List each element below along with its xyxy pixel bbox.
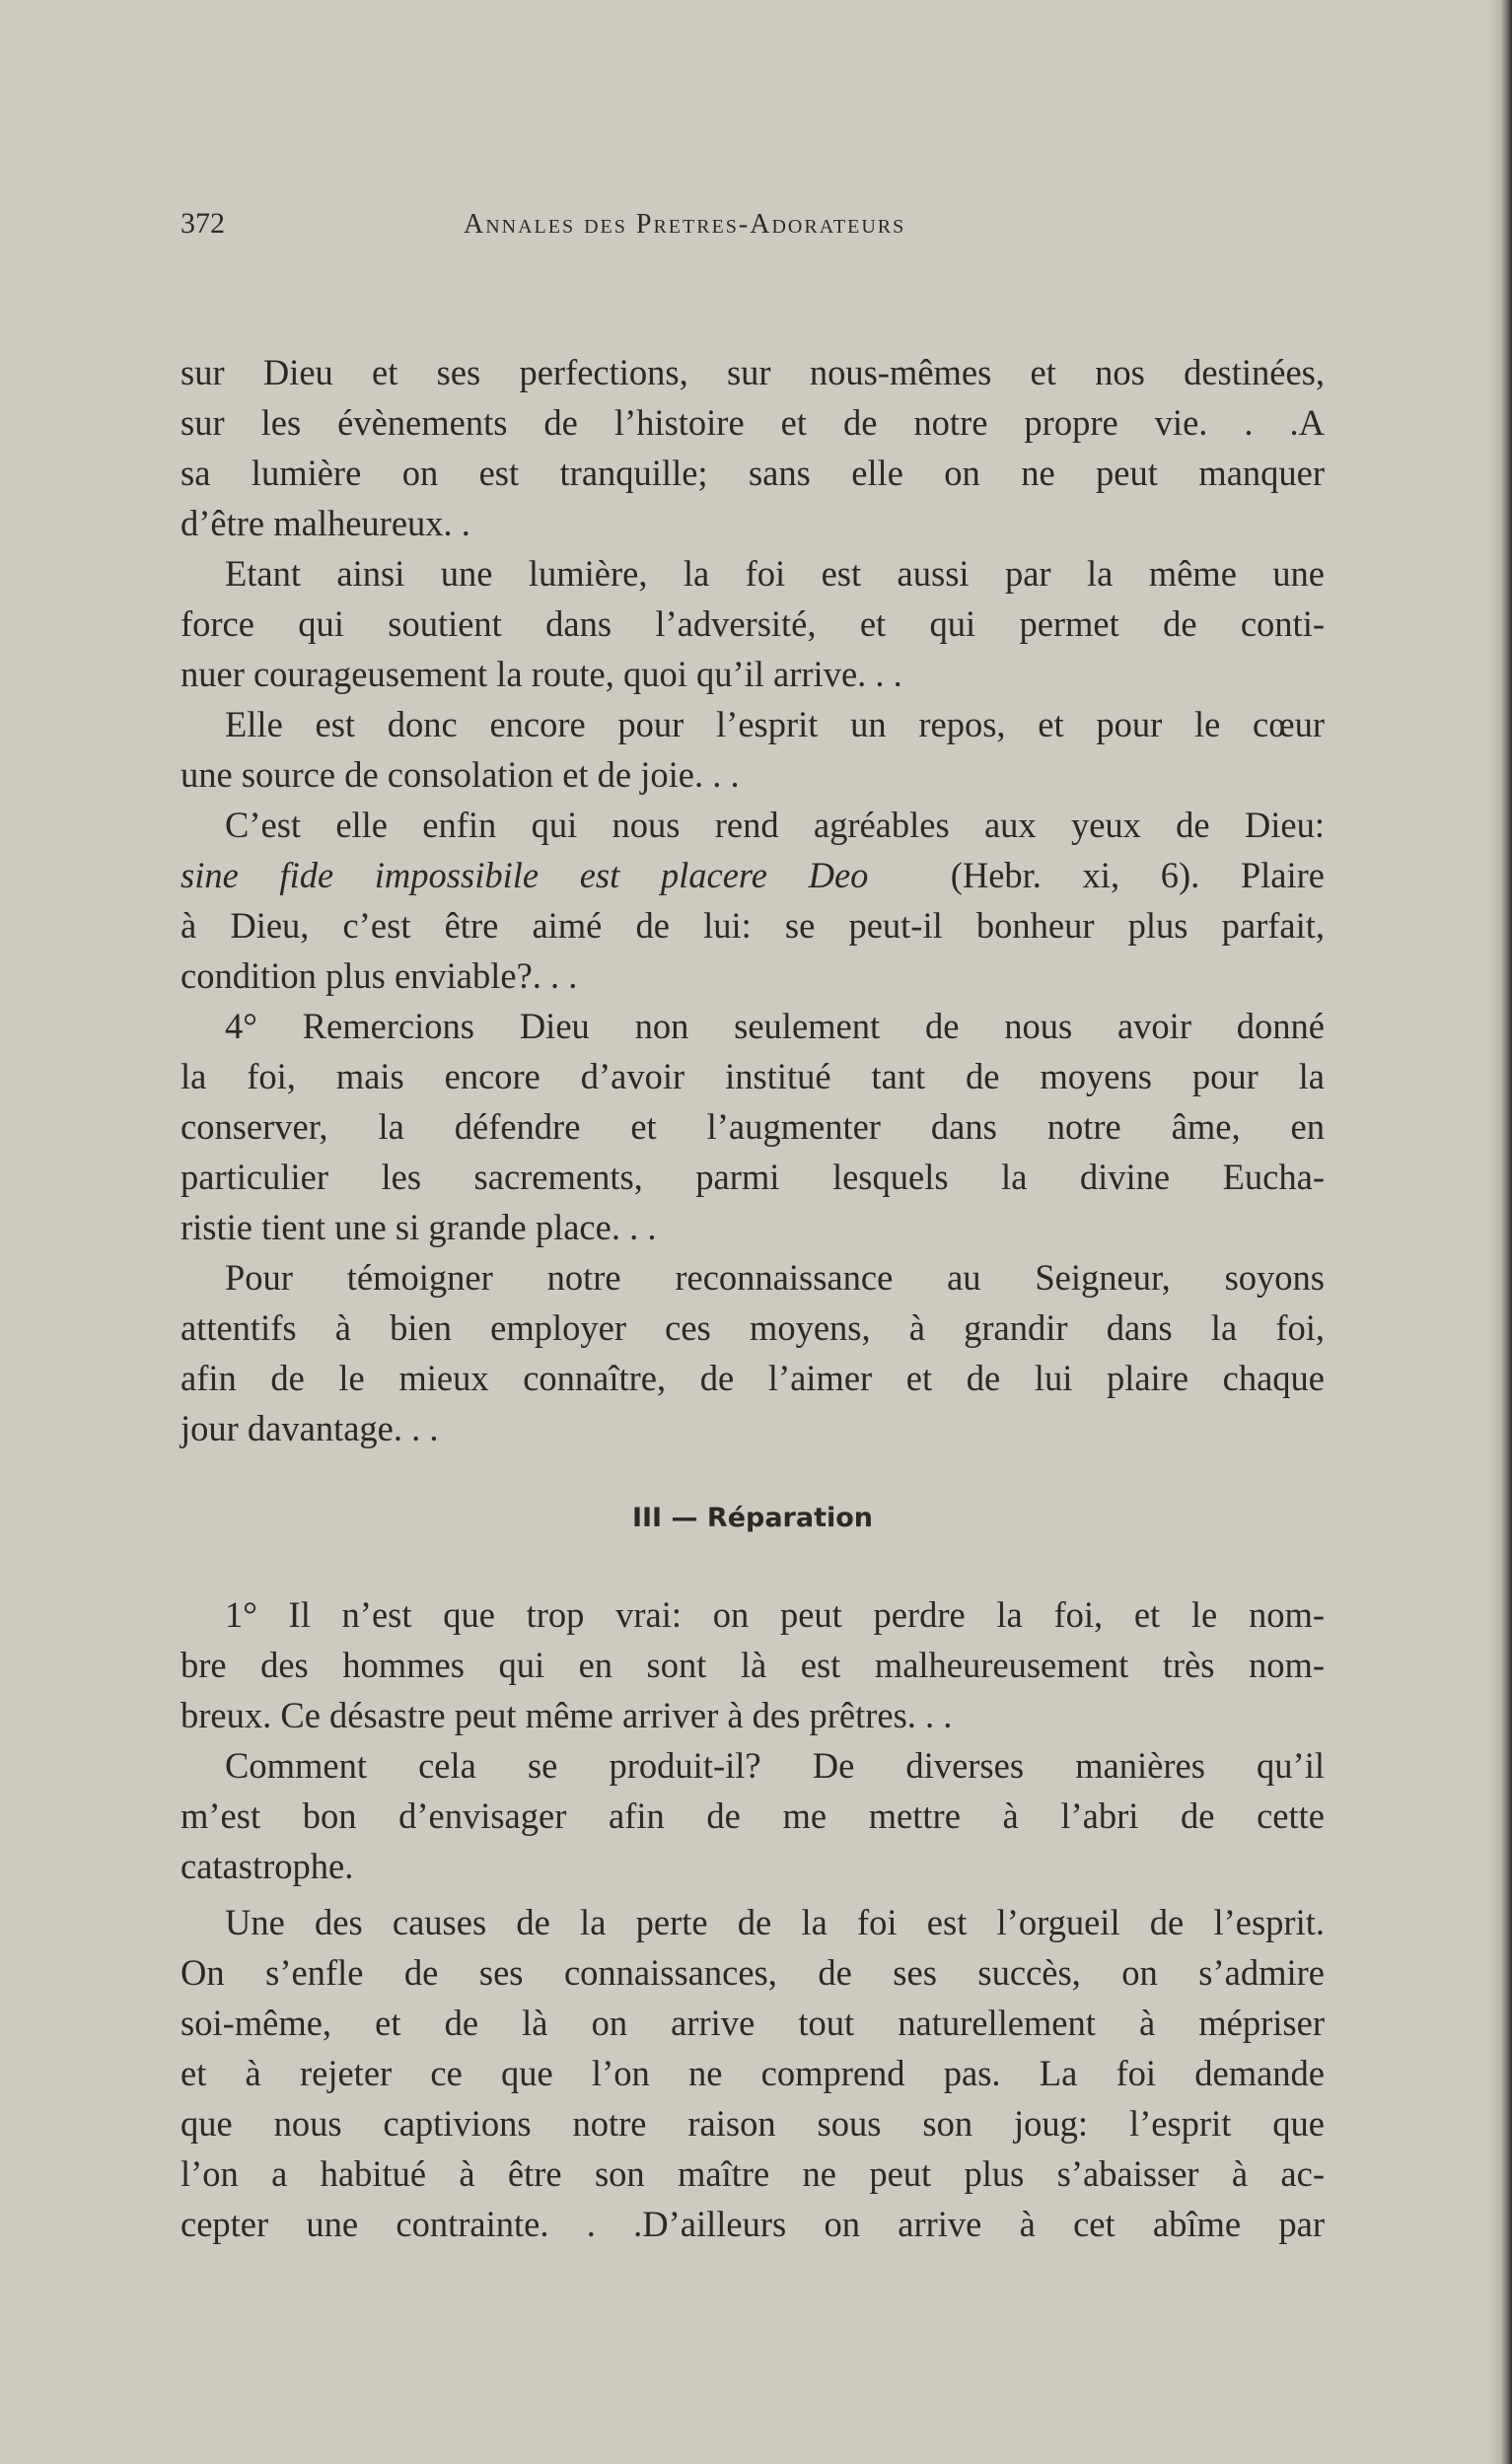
text-line: cepter une contrainte. . .D’ailleurs on arrive à cet abîme par [180,2204,1325,2244]
page-header [180,207,1325,246]
text-line: jour davantage. . . [180,1408,439,1448]
citation: (Hebr. xi, 6). Plaire [950,855,1325,895]
text-line: une source de consolation et de joie. . . [180,754,740,795]
text-line: sur les évènements de l’histoire et de notre propre vie. . .A [180,402,1325,443]
text-line: à Dieu, c’est être aimé de lui: se peut-il bonheur plus parfait, [180,905,1325,946]
text-line: On s’enfle de ses connaissances, de ses succès, on s’admire [180,1952,1325,1993]
text-line: particulier les sacrements, parmi lesquels la divine Eucha- [180,1157,1325,1197]
text-line: soi-même, et de là on arrive tout naturellement à mépriser [180,2003,1325,2043]
text-line: Une des causes de la perte de la foi est l’orgueil de l’esprit. [225,1902,1325,1942]
page-edge-shadow [1486,0,1512,2464]
running-title: Annales des Pretres-Adorateurs [464,209,906,240]
text-line: Elle est donc encore pour l’esprit un repos, et pour le cœur [225,704,1325,744]
text-line: nuer courageusement la route, quoi qu’il arrive. . . [180,654,902,694]
text-line: l’on a habitué à être son maître ne peut plus s’abaisser à ac- [180,2153,1325,2194]
text-line: Pour témoigner notre reconnaissance au Seigneur, soyons [225,1257,1325,1298]
text-line: force qui soutient dans l’adversité, et qui permet de conti- [180,603,1325,644]
text-line: condition plus enviable?. . . [180,955,578,996]
text-line: attentifs à bien employer ces moyens, à grandir dans la foi, [180,1307,1325,1348]
text-line: la foi, mais encore d’avoir institué tant de moyens pour la [180,1056,1325,1096]
text-line: bre des hommes qui en sont là est malheureusement très nom- [180,1645,1325,1685]
text-line: sa lumière on est tranquille; sans elle on ne peut manquer [180,453,1325,493]
text-line: 1° Il n’est que trop vrai: on peut perdre la foi, et le nom- [225,1594,1325,1635]
text-line: breux. Ce désastre peut même arriver à des prêtres. . . [180,1695,953,1735]
latin-quote: sine fide impossibile est placere Deo [180,855,869,895]
text-line: sur Dieu et ses perfections, sur nous-mêmes et nos destinées, [180,352,1325,392]
text-line: afin de le mieux connaître, de l’aimer et de lui plaire chaque [180,1358,1325,1398]
text-line: Etant ainsi une lumière, la foi est aussi par la même une [225,553,1325,594]
text-line: et à rejeter ce que l’on ne comprend pas. La foi demande [180,2053,1325,2093]
body-text [180,347,1325,2249]
text-line: m’est bon d’envisager afin de me mettre à l’abri de cette [180,1795,1325,1836]
text-line: Comment cela se produit-il? De diverses manières qu’il [225,1745,1325,1786]
text-line-with-latin-quote [180,850,1325,900]
text-line: que nous captivions notre raison sous son joug: l’esprit que [180,2103,1325,2144]
text-line: d’être malheureux. . [180,503,470,543]
page-number: 372 [180,207,225,240]
section-heading: III — Réparation [631,1503,874,1533]
text-line: conserver, la défendre et l’augmenter dans notre âme, en [180,1106,1325,1147]
text-line: catastrophe. [180,1846,354,1886]
text-line: 4° Remercions Dieu non seulement de nous avoir donné [225,1006,1325,1046]
text-line: ristie tient une si grande place. . . [180,1207,657,1247]
text-line: C’est elle enfin qui nous rend agréables aux yeux de Dieu: [225,805,1325,845]
